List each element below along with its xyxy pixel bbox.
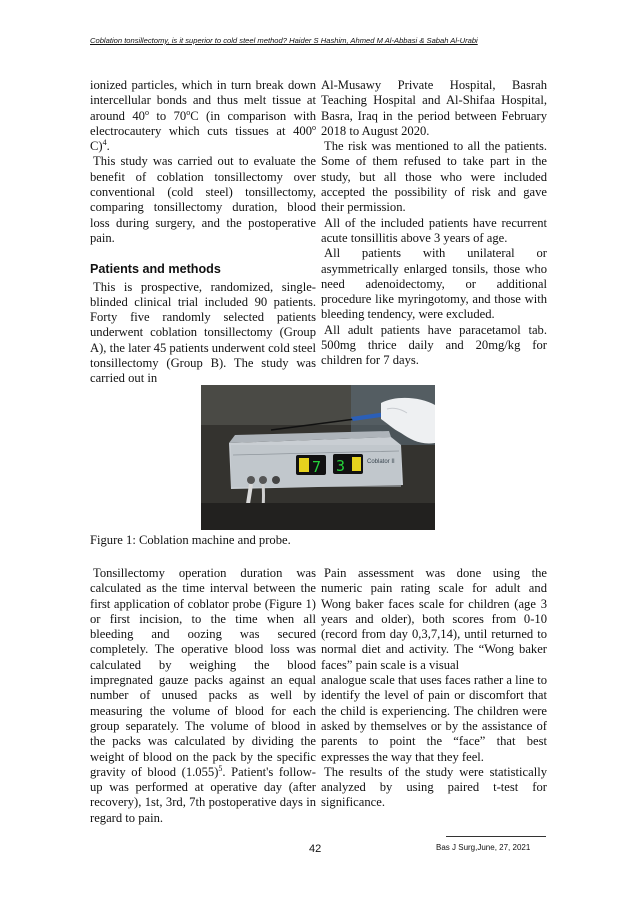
page-number: 42: [309, 843, 322, 855]
paragraph-inclusion: All of the included patients have recurrent acute tonsillitis above 3 years of age.: [321, 215, 547, 245]
paragraph-paracetamol: All adult patients have paracetamol tab. 500mg thrice daily and 20mg/kg for children for 7 days.: [321, 322, 547, 368]
figure-caption: Figure 1: Coblation machine and probe.: [90, 533, 291, 547]
running-header: Coblation tonsillectomy, is it superior to cold steel method? Haider S Hashim, Ahmed M Al-Abbasi & Sabah Al-Urabi: [90, 36, 478, 45]
display-left-value: 7: [312, 458, 322, 476]
device-brand-label: Coblator II: [367, 459, 395, 465]
display-right-value: 3: [336, 457, 346, 475]
coblation-machine-figure: [201, 385, 435, 530]
paragraph-study-aim: This study was carried out to evaluate the benefit of coblation tonsillectomy over conventional (cold steel) tonsillectomy, comparing tonsillectomy duration, blood loss during surgery, and the postoperative pain.: [90, 154, 316, 245]
paragraph-ionized: ionized particles, which in turn break down intercellular bonds and thus melt tissue at around 40$^o$ to 70$^o$C (in comparison with electrocautery which cuts tissues at 400$^o$ C)$^4$.: [90, 78, 317, 154]
paragraph-exclusion: All patients with unilateral or asymmetrically enlarged tonsils, those who need adenoidectomy, or additional procedure like myringotomy, and those with bleeding tendency, were excluded.: [321, 246, 547, 322]
coblation-machine-illustration: [201, 385, 435, 530]
paragraph-trial-design: This is prospective, randomized, single-blinded clinical trial included 90 patients. Forty five randomly selected patients underwent coblation tonsillectomy (Group A), the later 45 patients underwent cold steel tonsillectomy (Group B). The study was carried out in: [90, 279, 316, 386]
lower-right-column: [321, 566, 547, 811]
paragraph-risk: The risk was mentioned to all the patients. Some of them refused to take part in the study, but all those who were included accepted the possibility of risk and gave their permission.: [321, 139, 547, 215]
paragraph-duration-blood-loss: Tonsillectomy operation duration was calculated as the time interval between the first application of coblator probe (Figure 1) or first incision, to the time when all bleeding and oozing was secured completely. The operative blood loss was calculated by weighing the blood impregnated gauze packs against an equal number of unused packs as well by measuring the volume of blood for each group separately. The volume of blood in the packs was calculated by dividing the weight of blood on the pack by the specific gravity of blood $(1.055)^5$. Patient's follow-up was performed at operative day (after recovery), 1st, 3rd, 7th postoperative days in regard to pain.: [90, 566, 316, 825]
footer-rule: [446, 836, 546, 837]
paragraph-statistics: The results of the study were statistically analyzed by using paired t-test for significance.: [321, 764, 547, 810]
paragraph-hospitals: Al-Musawy Private Hospital, Basrah Teaching Hospital and Al-Shifaa Hospital, Basra, Iraq in the period between February 2018 to August 2020.: [321, 78, 547, 138]
journal-footer: Bas J Surg,June, 27, 2021: [436, 843, 531, 852]
upper-right-column: [321, 78, 547, 369]
section-heading: Patients and methods: [90, 262, 221, 277]
lower-left-column: [90, 566, 316, 826]
paragraph-wong-baker: analogue scale that uses faces rather a line to identify the level of pain or discomfort that the child is experiencing. The children were asked by themselves or by the assistance of parents to point the “face” that best expresses the way that they feel.: [321, 673, 547, 764]
paragraph-pain-assessment: Pain assessment was done using the numeric pain rating scale for adult and Wong baker faces scale for children (age 3 years and older), both scores from 0-10 (record from day 0,3,7,14), until returned to normal diet and activity. The “Wong baker faces” pain scale is a visual: [321, 566, 547, 672]
upper-left-column: [90, 78, 316, 387]
